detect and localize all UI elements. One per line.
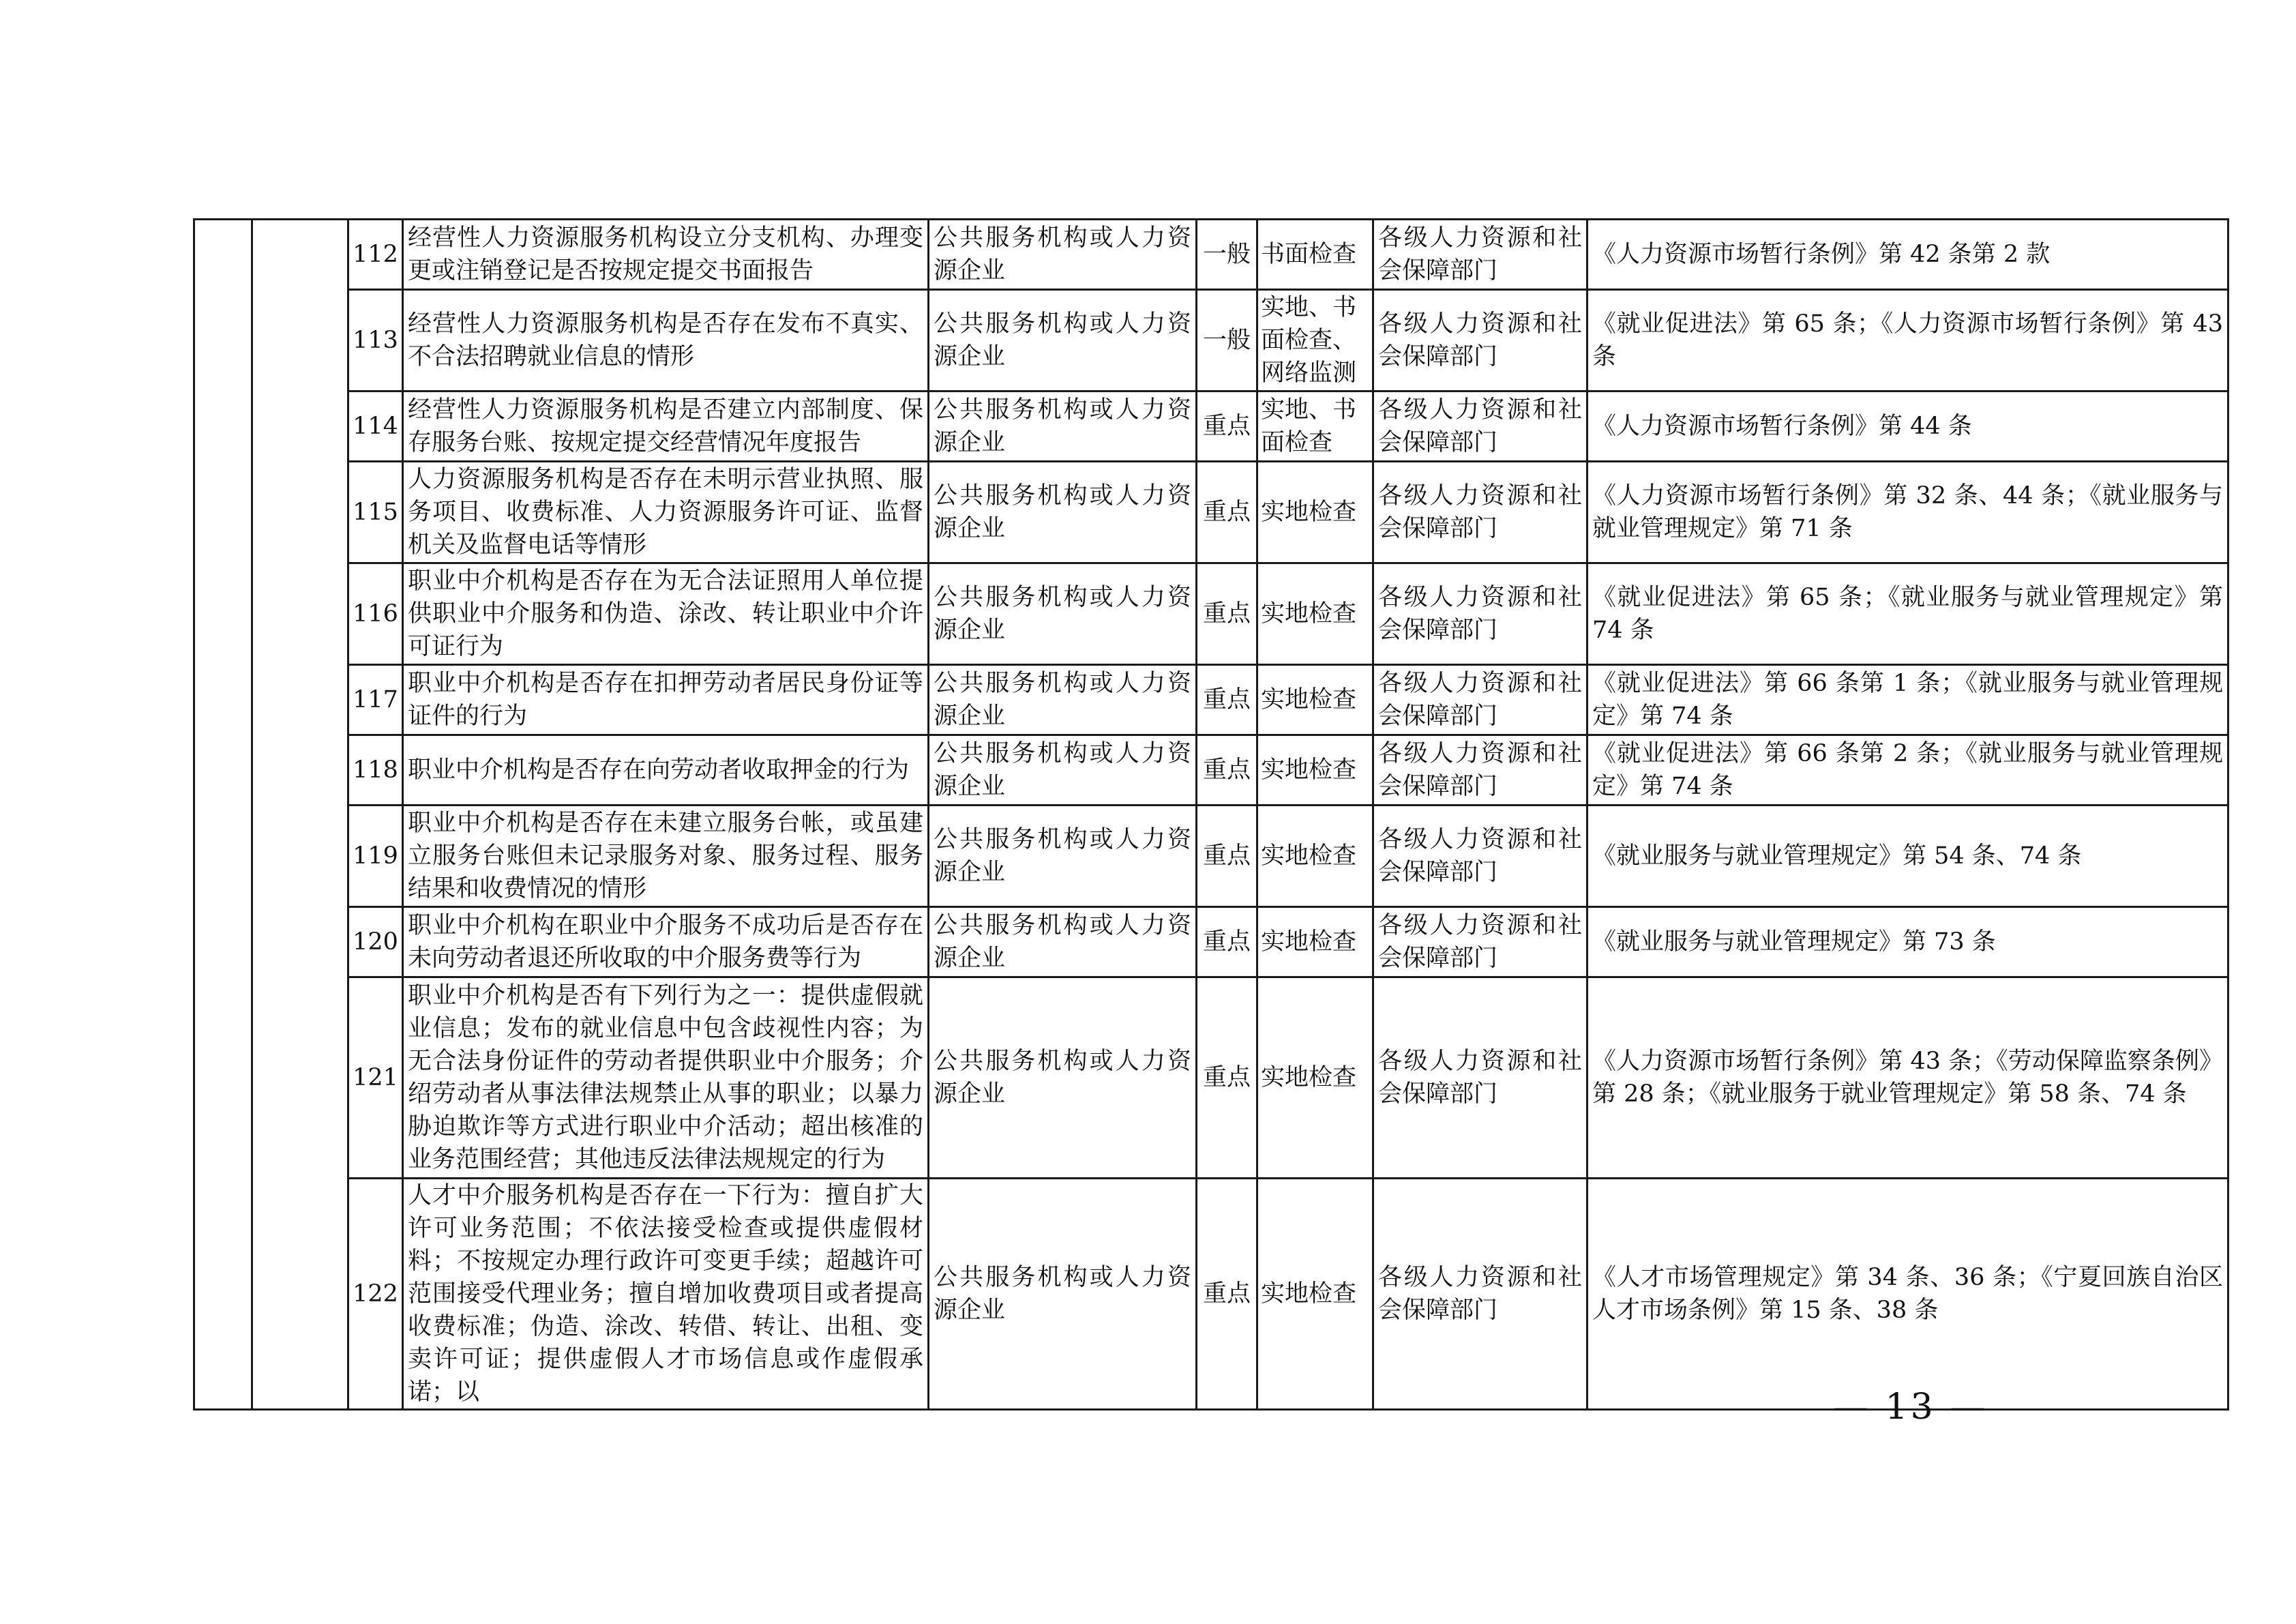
inspection-item: 经营性人力资源服务机构是否存在发布不真实、不合法招聘就业信息的情形 (403, 290, 929, 392)
table-row (194, 392, 2228, 462)
responsible-dept: 各级人力资源和社会保障部门 (1373, 290, 1587, 392)
table-row (194, 462, 2228, 563)
inspection-level: 重点 (1197, 462, 1257, 563)
inspection-item: 经营性人力资源服务机构设立分支机构、办理变更或注销登记是否按规定提交书面报告 (403, 220, 929, 290)
row-number: 115 (348, 462, 403, 563)
inspection-object: 公共服务机构或人力资源企业 (929, 290, 1197, 392)
inspection-method: 实地检查 (1257, 735, 1373, 806)
responsible-dept: 各级人力资源和社会保障部门 (1373, 977, 1587, 1179)
page-number: — 13 — (1833, 1387, 1988, 1428)
inspection-level: 重点 (1197, 1179, 1257, 1410)
inspection-level: 重点 (1197, 665, 1257, 735)
legal-basis: 《就业服务与就业管理规定》第 73 条 (1587, 907, 2228, 977)
legal-basis: 《人力资源市场暂行条例》第 32 条、44 条；《就业服务与就业管理规定》第 71 条 (1587, 462, 2228, 563)
row-number: 113 (348, 290, 403, 392)
inspection-items-table (193, 218, 2229, 1411)
legal-basis: 《就业促进法》第 66 条第 2 条；《就业服务与就业管理规定》第 74 条 (1587, 735, 2228, 806)
legal-basis: 《就业服务与就业管理规定》第 54 条、74 条 (1587, 806, 2228, 907)
inspection-method: 书面检查 (1257, 220, 1373, 290)
inspection-level: 重点 (1197, 735, 1257, 806)
inspection-method: 实地检查 (1257, 462, 1373, 563)
inspection-level: 一般 (1197, 290, 1257, 392)
row-number: 118 (348, 735, 403, 806)
table-row (194, 1179, 2228, 1410)
inspection-level: 重点 (1197, 392, 1257, 462)
legal-basis: 《人才市场管理规定》第 34 条、36 条；《宁夏回族自治区人才市场条例》第 15 条、38 条 (1587, 1179, 2228, 1410)
table-row (194, 290, 2228, 392)
row-number: 116 (348, 563, 403, 665)
responsible-dept: 各级人力资源和社会保障部门 (1373, 462, 1587, 563)
responsible-dept: 各级人力资源和社会保障部门 (1373, 1179, 1587, 1410)
inspection-level: 重点 (1197, 907, 1257, 977)
inspection-level: 重点 (1197, 977, 1257, 1179)
inspection-method: 实地检查 (1257, 563, 1373, 665)
category-cell (194, 220, 252, 1410)
legal-basis: 《就业促进法》第 66 条第 1 条；《就业服务与就业管理规定》第 74 条 (1587, 665, 2228, 735)
row-number: 112 (348, 220, 403, 290)
inspection-object: 公共服务机构或人力资源企业 (929, 563, 1197, 665)
inspection-level: 一般 (1197, 220, 1257, 290)
legal-basis: 《就业促进法》第 65 条；《就业服务与就业管理规定》第 74 条 (1587, 563, 2228, 665)
inspection-method: 实地、书面检查 (1257, 392, 1373, 462)
inspection-method: 实地检查 (1257, 977, 1373, 1179)
inspection-method: 实地检查 (1257, 907, 1373, 977)
row-number: 120 (348, 907, 403, 977)
inspection-item: 职业中介机构是否存在未建立服务台帐，或虽建立服务台账但未记录服务对象、服务过程、服务结果和收费情况的情形 (403, 806, 929, 907)
inspection-level: 重点 (1197, 806, 1257, 907)
inspection-method: 实地检查 (1257, 1179, 1373, 1410)
legal-basis: 《人力资源市场暂行条例》第 44 条 (1587, 392, 2228, 462)
responsible-dept: 各级人力资源和社会保障部门 (1373, 563, 1587, 665)
table-row (194, 220, 2228, 290)
inspection-item: 职业中介机构是否存在向劳动者收取押金的行为 (403, 735, 929, 806)
table-row (194, 735, 2228, 806)
inspection-object: 公共服务机构或人力资源企业 (929, 977, 1197, 1179)
inspection-object: 公共服务机构或人力资源企业 (929, 392, 1197, 462)
table-row (194, 665, 2228, 735)
inspection-table-container (193, 218, 2229, 1411)
table-row (194, 907, 2228, 977)
inspection-object: 公共服务机构或人力资源企业 (929, 735, 1197, 806)
row-number: 119 (348, 806, 403, 907)
row-number: 122 (348, 1179, 403, 1410)
legal-basis: 《人力资源市场暂行条例》第 43 条；《劳动保障监察条例》第 28 条；《就业服务于就业管理规定》第 58 条、74 条 (1587, 977, 2228, 1179)
row-number: 114 (348, 392, 403, 462)
row-number: 121 (348, 977, 403, 1179)
inspection-item: 人才中介服务机构是否存在一下行为：擅自扩大许可业务范围；不依法接受检查或提供虚假材料；不按规定办理行政许可变更手续；超越许可范围接受代理业务；擅自增加收费项目或者提高收费标准；伪造、涂改、转借、转让、出租、变卖许可证；提供虚假人才市场信息或作虚假承诺；以 (403, 1179, 929, 1410)
table-row (194, 563, 2228, 665)
inspection-method: 实地检查 (1257, 665, 1373, 735)
responsible-dept: 各级人力资源和社会保障部门 (1373, 735, 1587, 806)
responsible-dept: 各级人力资源和社会保障部门 (1373, 392, 1587, 462)
inspection-item: 经营性人力资源服务机构是否建立内部制度、保存服务台账、按规定提交经营情况年度报告 (403, 392, 929, 462)
inspection-item: 人力资源服务机构是否存在未明示营业执照、服务项目、收费标准、人力资源服务许可证、监督机关及监督电话等情形 (403, 462, 929, 563)
table-row (194, 977, 2228, 1179)
table-row (194, 806, 2228, 907)
inspection-method: 实地检查 (1257, 806, 1373, 907)
inspection-item: 职业中介机构是否有下列行为之一：提供虚假就业信息；发布的就业信息中包含歧视性内容；为无合法身份证件的劳动者提供职业中介服务；介绍劳动者从事法律法规禁止从事的职业；以暴力胁迫欺诈等方式进行职业中介活动；超出核准的业务范围经营；其他违反法律法规规定的行为 (403, 977, 929, 1179)
inspection-method: 实地、书面检查、网络监测 (1257, 290, 1373, 392)
legal-basis: 《人力资源市场暂行条例》第 42 条第 2 款 (1587, 220, 2228, 290)
responsible-dept: 各级人力资源和社会保障部门 (1373, 806, 1587, 907)
inspection-item: 职业中介机构是否存在扣押劳动者居民身份证等证件的行为 (403, 665, 929, 735)
inspection-item: 职业中介机构是否存在为无合法证照用人单位提供职业中介服务和伪造、涂改、转让职业中介许可证行为 (403, 563, 929, 665)
responsible-dept: 各级人力资源和社会保障部门 (1373, 220, 1587, 290)
responsible-dept: 各级人力资源和社会保障部门 (1373, 665, 1587, 735)
inspection-item: 职业中介机构在职业中介服务不成功后是否存在未向劳动者退还所收取的中介服务费等行为 (403, 907, 929, 977)
inspection-object: 公共服务机构或人力资源企业 (929, 907, 1197, 977)
inspection-object: 公共服务机构或人力资源企业 (929, 1179, 1197, 1410)
subcategory-cell (252, 220, 348, 1410)
inspection-level: 重点 (1197, 563, 1257, 665)
legal-basis: 《就业促进法》第 65 条；《人力资源市场暂行条例》第 43 条 (1587, 290, 2228, 392)
responsible-dept: 各级人力资源和社会保障部门 (1373, 907, 1587, 977)
inspection-object: 公共服务机构或人力资源企业 (929, 806, 1197, 907)
inspection-object: 公共服务机构或人力资源企业 (929, 220, 1197, 290)
inspection-object: 公共服务机构或人力资源企业 (929, 462, 1197, 563)
row-number: 117 (348, 665, 403, 735)
inspection-object: 公共服务机构或人力资源企业 (929, 665, 1197, 735)
